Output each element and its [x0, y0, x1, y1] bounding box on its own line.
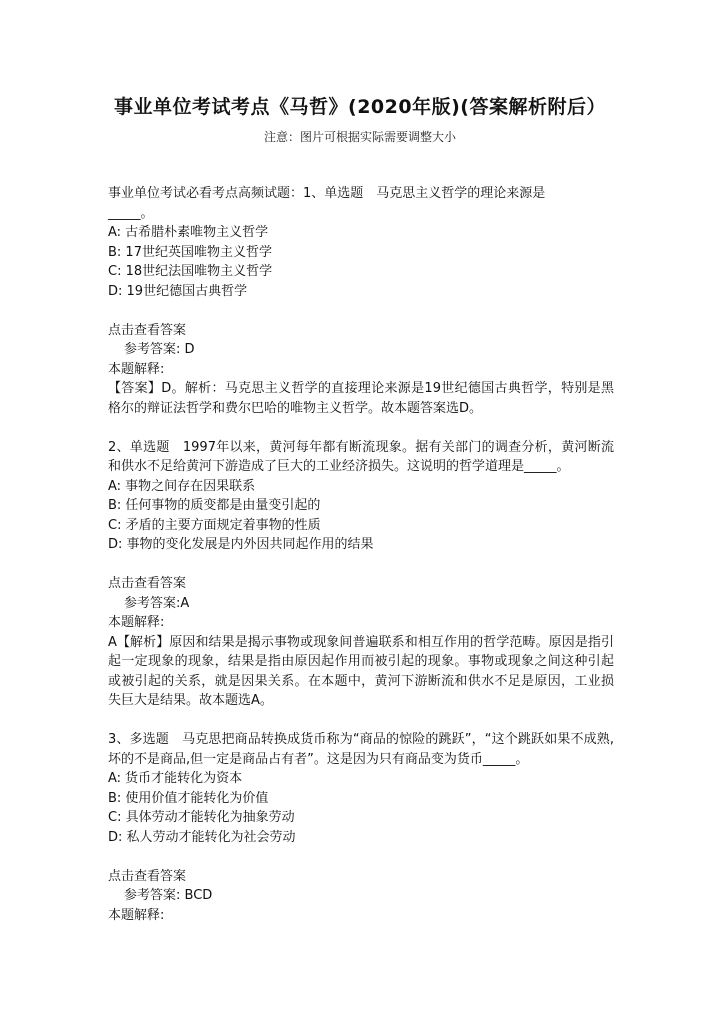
question-1-option-d: D: 19世纪德国古典哲学: [108, 283, 248, 299]
question-3-option-a: A: 货币才能转化为资本: [108, 771, 243, 786]
question-3-option-c: C: 具体劳动才能转化为抽象劳动: [108, 810, 295, 825]
question-2-option-a: A: 事物之间存在因果联系: [108, 478, 256, 494]
question-2-option-b: B: 任何事物的质变都是由量变引起的: [108, 498, 321, 513]
question-2-view-answer-link[interactable]: 点击查看答案: [108, 576, 187, 591]
question-3-view-answer-link[interactable]: 点击查看答案: [108, 868, 187, 884]
question-2-explain-label: 本题解释:: [108, 615, 165, 630]
question-1-stem-line1: 1、单选题 马克思主义哲学的理论来源是: [303, 186, 546, 201]
question-1-reference-answer: 参考答案: D: [124, 342, 195, 357]
question-2-stem: 2、单选题 1997年以来，黄河每年都有断流现象。据有关部门的调查分析，黄河断流和供水不足给黄河下游造成了巨大的工业经济损失。这说明的哲学道理是_____。: [108, 439, 614, 474]
question-1-option-a: A: 古希腊朴素唯物主义哲学: [108, 225, 269, 240]
page-subtitle: 注意：图片可根据实际需要调整大小: [263, 130, 456, 144]
document-body: [108, 184, 614, 925]
question-1-explain-label: 本题解释:: [108, 361, 165, 377]
question-2-reference-answer: 参考答案:A: [124, 595, 190, 611]
question-3-option-d: D: 私人劳动才能转化为社会劳动: [108, 829, 296, 845]
question-1-explanation: 【答案】D。解析：马克思主义哲学的直接理论来源是19世纪德国古典哲学，特别是黑格尔的辩证法哲学和费尔巴哈的唯物主义哲学。故本题答案选D。: [108, 381, 614, 416]
question-2-explanation: A【解析】原因和结果是揭示事物或现象间普遍联系和相互作用的哲学范畴。原因是指引起一定现象的现象，结果是指由原因起作用而被引起的现象。事物或现象之间这种引起或被引起的关系，就是因果关系。在本题中，黄河下游断流和供水不足是原因，工业损失巨大是结果。故本题选A。: [108, 634, 614, 708]
question-3-reference-answer: 参考答案: BCD: [124, 888, 213, 903]
question-3-option-b: B: 使用价值才能转化为价值: [108, 790, 269, 806]
question-1-stem-line2: _____。: [108, 205, 154, 221]
page-title: 事业单位考试考点《马哲》(2020年版)(答案解析附后）: [114, 96, 606, 118]
question-3-explain-label: 本题解释:: [108, 907, 165, 923]
question-1-option-c: C: 18世纪法国唯物主义哲学: [108, 264, 273, 279]
question-2-option-c: C: 矛盾的主要方面规定着事物的性质: [108, 517, 321, 533]
question-2-option-d: D: 事物的变化发展是内外因共同起作用的结果: [108, 537, 374, 552]
intro-text: 事业单位考试必看考点高频试题：: [108, 186, 304, 201]
question-3-stem: 3、多选题 马克思把商品转换成货币称为“商品的惊险的跳跃”，“这个跳跃如果不成熟,坏的不是商品,但一定是商品占有者”。这是因为只有商品变为货币_____。: [108, 732, 614, 767]
question-1-view-answer-link[interactable]: 点击查看答案: [108, 322, 187, 338]
question-1-option-b: B: 17世纪英国唯物主义哲学: [108, 244, 272, 260]
question-1-stem: [108, 184, 614, 204]
